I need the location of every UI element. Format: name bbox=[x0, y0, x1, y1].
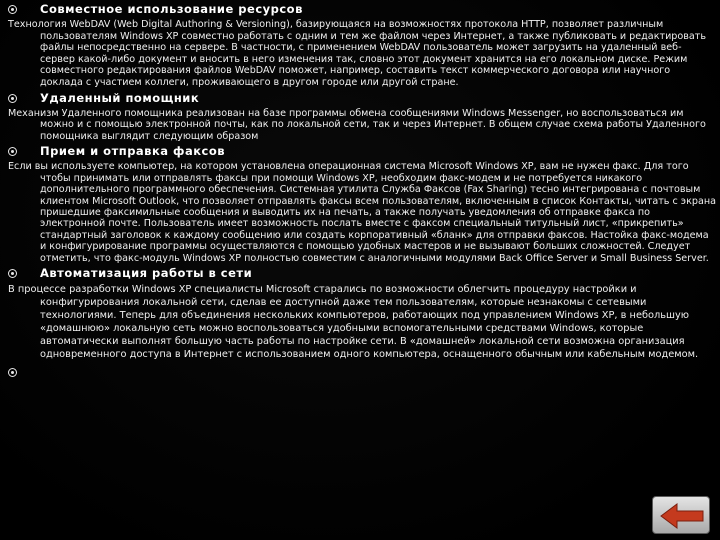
section-heading: Удаленный помощник bbox=[40, 90, 200, 105]
section-header bbox=[8, 266, 716, 283]
bullet-icon bbox=[8, 368, 17, 377]
section-text: Технология WebDAV (Web Digital Authoring & Versioning), базирующаяся на возможностях протокола HTTP, позволяет различным пользователям Windows XP совместно работать с одним и тем же файлом через Интернет, а также публиковать и редактировать файлы непосредственно на сервере. В частности, с применением WebDAV пользователь может загрузить на удаленный веб-сервер какой-либо документ и вносить в него изменения так, словно этот документ хранится на его локальном диске. Режим совместного редактирования файлов WebDAV поможет, например, составить текст коммерческого договора или научного доклада с участием коллеги, проживающего в другом городе или другой стране. bbox=[8, 19, 707, 88]
section-text: Если вы используете компьютер, на котором установлена операционная система Microsoft Windows XP, вам не нужен факс. Для того чтобы принимать или отправлять факсы при помощи Windows XP, необходим факс-модем и не потребуется никакого дополнительного программного обеспечения. Системная утилита Служба Факсов (Fax Sharing) тесно интегрирована с почтовым клиентом Microsoft Outlook, что позволяет отправлять факсы всем пользователям, включенным в список Контакты, читать с экрана пришедшие факсимильные сообщения и выводить их на печать, а также получать уведомления об отправке факса по электронной почте. Пользователь имеет возможность послать вместе с факсом специальный титульный лист, «прикрепить» стандартный заголовок к каждому сообщению или создать корпоративный «бланк» для отправки факсов. Настойка факс-модема и конфигурирование программы осуществляются с помощью удобных мастеров и не вызывают больших сложностей. Следует отметить, что факс-модуль Windows XP полностью совместим с аналогичными модулями Back Office Server и Small Business Server. bbox=[8, 161, 716, 264]
section-heading: Прием и отправка факсов bbox=[40, 144, 225, 159]
section-remote-assistant bbox=[8, 91, 716, 143]
section-header bbox=[8, 91, 716, 108]
section-heading: Совместное использование ресурсов bbox=[40, 2, 303, 16]
section-network bbox=[8, 266, 716, 361]
section-text: Механизм Удаленного помощника реализован на базе программы обмена сообщениями Windows Messenger, но воспользоваться им можно и с помощью электронной почты, как по локальной сети, так и через Интернет. В общем случае схема работы Удаленного помощника выглядит следующим образом bbox=[8, 107, 706, 142]
bullet-icon bbox=[8, 147, 17, 156]
section-header bbox=[8, 144, 716, 161]
slide-content bbox=[8, 2, 716, 382]
arrow-left-icon bbox=[659, 502, 705, 530]
section-resources bbox=[8, 2, 716, 89]
bullet-icon bbox=[8, 269, 17, 278]
bullet-icon bbox=[8, 5, 17, 14]
section-heading: Автоматизация работы в сети bbox=[40, 266, 253, 280]
section-header bbox=[8, 2, 716, 19]
section-fax bbox=[8, 144, 716, 264]
section-text: В процессе разработки Windows XP специалисты Microsoft старались по возможности облегчить процедуру настройки и конфигурирования локальной сети, сделав ее доступной даже тем пользователям, которые незнакомы с сетевыми технологиями. Теперь для объединения нескольких компьютеров, работающих под управлением Windows XP, в небольшую «домашнюю» локальную сеть можно воспользоваться удобными вспомогательными средствами Windows, которые автоматически выполнят большую часть работы по настройке сети. В «домашней» локальной сети возможна организация одновременного доступа в Интернет с использованием одного компьютера, оснащенного обычным или кабельным модемом. bbox=[8, 284, 699, 360]
bullet-icon bbox=[8, 94, 17, 103]
empty-bullet bbox=[8, 365, 716, 382]
back-button[interactable] bbox=[652, 496, 710, 534]
